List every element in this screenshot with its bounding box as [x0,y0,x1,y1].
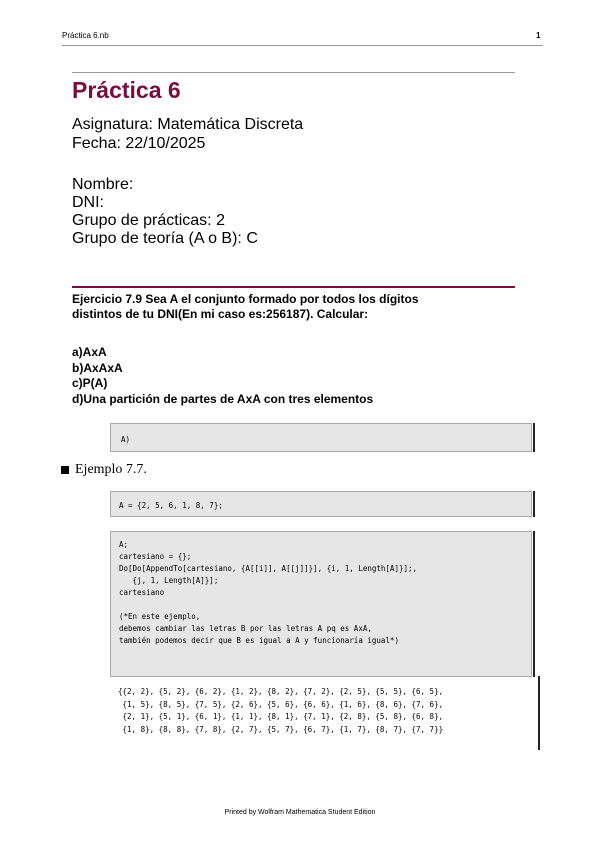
output-cell-bracket[interactable] [538,676,540,750]
code-line: debemos cambiar las letras B por las letras A pq es AxA, [119,624,372,633]
input-cell-cartesian[interactable] [110,531,532,677]
exercise-item: c)P(A) [72,376,108,390]
code-line [119,599,531,611]
section-divider [72,286,515,288]
input-cell-definition[interactable] [110,491,532,517]
section-heading-text: Ejemplo 7.7. [75,462,147,477]
info-practice-group: Grupo de prácticas: 2 [72,212,225,229]
text-cell-a[interactable] [110,423,532,452]
info-theory-group: Grupo de teoría (A o B): C [72,230,258,247]
code-line: (*En este ejemplo, [119,612,201,621]
output-line: {1, 5}, {8, 5}, {7, 5}, {2, 6}, {5, 6}, {6, 6}, {1, 6}, {8, 6}, {7, 6}, [118,699,444,709]
output-line: {{2, 2}, {5, 2}, {6, 2}, {1, 2}, {8, 2}, {7, 2}, {2, 5}, {5, 5}, {6, 5}, [118,687,444,696]
exercise-item: a)AxA [72,345,107,359]
info-name: Nombre: [72,176,134,193]
print-footer: Printed by Wolfram Mathematica Student Edition [224,809,376,816]
output-line: {2, 1}, {5, 1}, {6, 1}, {1, 1}, {8, 1}, {7, 1}, {2, 8}, {5, 8}, {6, 8}, [118,712,444,721]
cell-bracket[interactable] [533,531,535,677]
exercise-items [72,345,373,407]
collapse-square-icon[interactable] [61,466,69,474]
section-heading[interactable] [61,462,147,478]
code-line: también podemos decir que B es igual a A y funcionaría igual*) [119,636,399,645]
input-cell-code: A = {2, 5, 6, 1, 8, 7}; [119,501,223,510]
exercise-line: distintos de tu DNI(En mi caso es:256187). Calcular: [72,307,369,321]
subtitle-block [72,115,303,153]
code-line: {j, 1, Length[A]}]; [119,576,219,585]
header-divider [62,45,543,46]
code-line: A; [119,540,129,549]
code-line: Do[Do[AppendTo[cartesiano, {A[[i]], A[[j]]}], {i, 1, Length[A]}];, [119,564,418,573]
header-filename: Práctica 6.nb [62,31,109,40]
exercise-line: Ejercicio 7.9 Sea A el conjunto formado por todos los dígitos [72,292,419,306]
exercise-item: d)Una partición de partes de AxA con tres elementos [72,391,374,406]
code-line: cartesiano [119,588,165,597]
text-cell-a-content: A) [121,435,131,444]
header-page-number: 1 [536,31,541,40]
output-line: {1, 8}, {8, 8}, {7, 8}, {2, 7}, {5, 7}, {6, 7}, {1, 7}, {8, 7}, {7, 7}} [118,724,444,734]
subtitle-course: Asignatura: Matemática Discreta [72,116,304,133]
info-dni: DNI: [72,194,104,211]
exercise-item: b)AxAxA [72,360,123,375]
student-info-block [72,176,258,248]
cell-bracket[interactable] [533,423,535,452]
output-cell[interactable] [118,686,443,736]
cell-bracket[interactable] [533,491,535,517]
subtitle-date: Fecha: 22/10/2025 [72,135,206,152]
exercise-statement [72,292,419,322]
code-line: cartesiano = {}; [119,552,192,561]
page-title: Práctica 6 [72,77,181,103]
title-divider [72,72,515,73]
